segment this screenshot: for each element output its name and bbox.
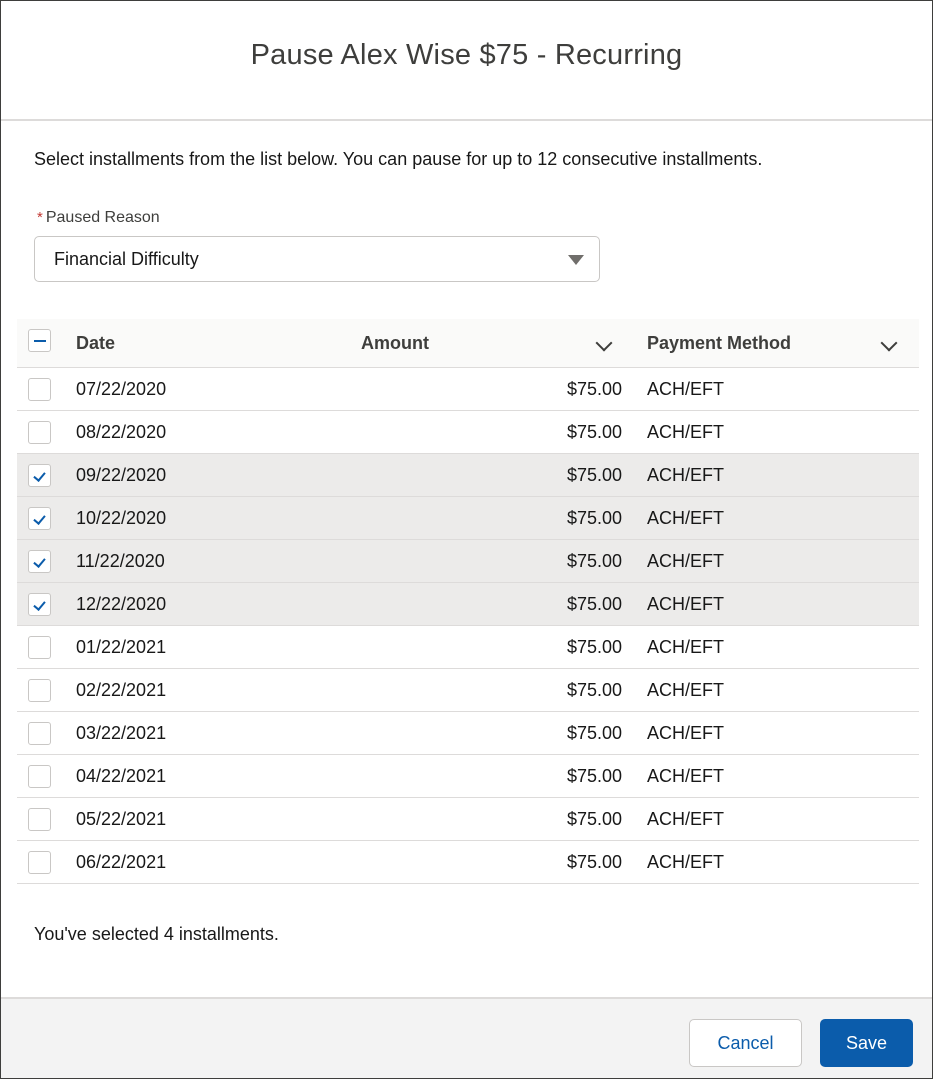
amount-cell: $75.00 (566, 765, 622, 786)
row-checkbox[interactable] (28, 851, 51, 874)
payment-method-cell: ACH/EFT (647, 550, 725, 571)
row-checkbox[interactable] (28, 593, 51, 616)
amount-cell: $75.00 (566, 378, 622, 399)
amount-cell: $75.00 (566, 593, 622, 614)
date-cell: 12/22/2020 (76, 593, 167, 614)
table-row[interactable] (17, 497, 919, 540)
payment-method-sort-chevron-icon[interactable] (881, 335, 898, 352)
payment-method-cell: ACH/EFT (647, 378, 725, 399)
table-row[interactable] (17, 626, 919, 669)
table-row[interactable] (17, 540, 919, 583)
selection-summary: You've selected 4 installments. (34, 924, 279, 944)
table-row[interactable] (17, 583, 919, 626)
instructions-text: Select installments from the list below. You can pause for up to 12 consecutive installments. (34, 149, 763, 169)
paused-reason-label-text: Paused Reason (45, 209, 160, 226)
caret-down-icon (568, 255, 584, 265)
row-checkbox[interactable] (28, 679, 51, 702)
row-checkbox[interactable] (28, 507, 51, 530)
cancel-button[interactable]: Cancel (689, 1019, 802, 1067)
amount-cell: $75.00 (566, 550, 622, 571)
row-checkbox[interactable] (28, 550, 51, 573)
row-checkbox[interactable] (28, 378, 51, 401)
table-row[interactable] (17, 712, 919, 755)
row-checkbox[interactable] (28, 636, 51, 659)
save-button[interactable]: Save (820, 1019, 913, 1067)
modal-title: Pause Alex Wise $75 - Recurring (250, 38, 683, 71)
amount-cell: $75.00 (566, 808, 622, 829)
date-cell: 05/22/2021 (76, 808, 167, 829)
row-checkbox[interactable] (28, 421, 51, 444)
table-row[interactable] (17, 454, 919, 497)
paused-reason-value: Financial Difficulty (54, 248, 199, 269)
amount-cell: $75.00 (566, 851, 622, 872)
payment-method-cell: ACH/EFT (647, 851, 725, 872)
select-all-checkbox[interactable] (28, 329, 51, 352)
date-cell: 03/22/2021 (76, 722, 167, 743)
table-row[interactable] (17, 798, 919, 841)
table-row[interactable] (17, 755, 919, 798)
date-cell: 11/22/2020 (76, 550, 165, 571)
payment-method-cell: ACH/EFT (647, 421, 725, 442)
amount-cell: $75.00 (566, 722, 622, 743)
payment-method-cell: ACH/EFT (647, 808, 725, 829)
amount-column-header[interactable]: Amount (361, 333, 429, 353)
table-row[interactable] (17, 411, 919, 454)
row-checkbox[interactable] (28, 808, 51, 831)
row-checkbox[interactable] (28, 722, 51, 745)
payment-method-cell: ACH/EFT (647, 464, 725, 485)
row-checkbox[interactable] (28, 765, 51, 788)
date-cell: 07/22/2020 (76, 378, 167, 399)
amount-cell: $75.00 (566, 464, 622, 485)
date-cell: 02/22/2021 (76, 679, 167, 700)
date-cell: 04/22/2021 (76, 765, 167, 786)
date-cell: 10/22/2020 (76, 507, 167, 528)
payment-method-cell: ACH/EFT (647, 765, 725, 786)
amount-cell: $75.00 (566, 421, 622, 442)
date-cell: 06/22/2021 (76, 851, 167, 872)
table-header (17, 319, 919, 368)
payment-method-cell: ACH/EFT (647, 507, 725, 528)
modal-footer (1, 997, 932, 1078)
table-row[interactable] (17, 669, 919, 712)
table-body (17, 368, 919, 884)
amount-cell: $75.00 (566, 636, 622, 657)
amount-cell: $75.00 (566, 507, 622, 528)
modal-header (1, 1, 932, 121)
date-cell: 08/22/2020 (76, 421, 167, 442)
required-indicator: * (37, 209, 43, 226)
date-cell: 09/22/2020 (76, 464, 167, 485)
amount-sort-chevron-icon[interactable] (596, 335, 613, 352)
installments-table (17, 319, 919, 884)
paused-reason-label (37, 209, 160, 227)
paused-reason-select[interactable] (34, 236, 600, 282)
payment-method-cell: ACH/EFT (647, 679, 725, 700)
payment-method-cell: ACH/EFT (647, 593, 725, 614)
table-row[interactable] (17, 368, 919, 411)
date-column-header[interactable]: Date (76, 333, 116, 353)
payment-method-column-header[interactable]: Payment Method (647, 333, 792, 353)
payment-method-cell: ACH/EFT (647, 722, 725, 743)
date-cell: 01/22/2021 (76, 636, 167, 657)
row-checkbox[interactable] (28, 464, 51, 487)
amount-cell: $75.00 (566, 679, 622, 700)
payment-method-cell: ACH/EFT (647, 636, 725, 657)
table-row[interactable] (17, 841, 919, 884)
